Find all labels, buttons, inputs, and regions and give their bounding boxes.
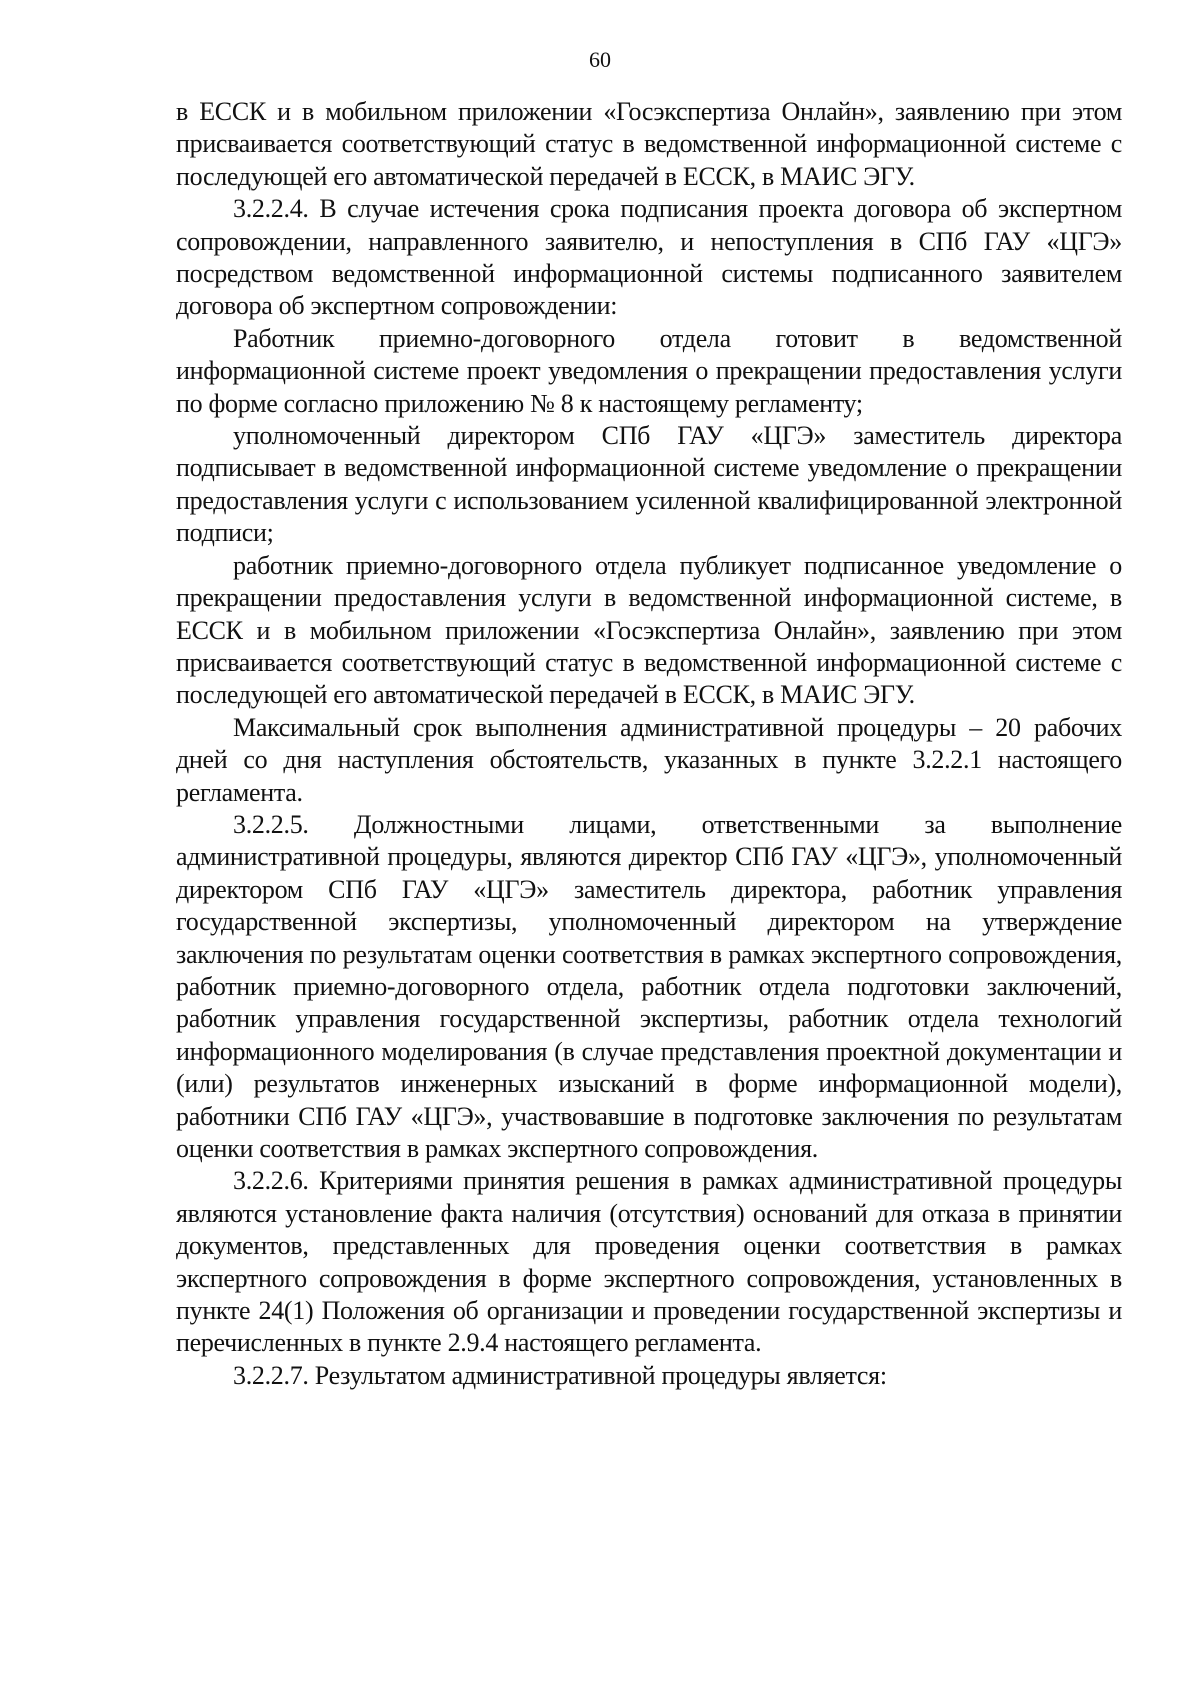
paragraph-6: Максимальный срок выполнения административной процедуры – 20 рабочих дней со дня наступления обстоятельств, указанных в пункте 3.2.2.1 настоящего регламента. bbox=[176, 712, 1122, 807]
paragraph-7: 3.2.2.5. Должностными лицами, ответственными за выполнение административной процедуры, являются директор СПб ГАУ «ЦГЭ», уполномоченный директором СПб ГАУ «ЦГЭ» заместитель директора, работник управления государственной экспертизы, уполномоченный директором на утверждение заключения по результатам оценки соответствия в рамках экспертного сопровождения, работник приемно-договорного отдела, работник отдела подготовки заключений, работник управления государственной экспертизы, работник отдела технологий информационного моделирования (в случае представления проектной документации и (или) результатов инженерных изысканий в форме информационной модели), работники СПб ГАУ «ЦГЭ», участвовавшие в подготовке заключения по результатам оценки соответствия в рамках экспертного сопровождения. bbox=[176, 809, 1122, 1163]
paragraph-1: в ЕССК и в мобильном приложении «Госэкспертиза Онлайн», заявлению при этом присваивается соответствующий статус в ведомственной информационной системе с последующей его автоматической передачей в ЕССК, в МАИС ЭГУ. bbox=[176, 97, 1122, 191]
paragraph-2: 3.2.2.4. В случае истечения срока подписания проекта договора об экспертном сопровождении, направленного заявителю, и непоступления в СПб ГАУ «ЦГЭ» посредством ведомственной информационной системы подписанного заявителем договора об экспертном сопровождении: bbox=[176, 194, 1122, 321]
document-body bbox=[176, 96, 1122, 1392]
paragraph-9: 3.2.2.7. Результатом административной процедуры является: bbox=[233, 1360, 887, 1390]
paragraph-5: работник приемно-договорного отдела публикует подписанное уведомление о прекращении предоставления услуги в ведомственной информационной системе, в ЕССК и в мобильном приложении «Госэкспертиза Онлайн», заявлению при этом присваивается соответствующий статус в ведомственной информационной системе с последующей его автоматической передачей в ЕССК, в МАИС ЭГУ. bbox=[176, 550, 1122, 710]
paragraph-8: 3.2.2.6. Критериями принятия решения в рамках административной процедуры являются установление факта наличия (отсутствия) оснований для отказа в принятии документов, представленных для проведения оценки соответствия в рамках экспертного сопровождения в форме экспертного сопровождения, установленных в пункте 24(1) Положения об организации и проведении государственной экспертизы и перечисленных в пункте 2.9.4 настоящего регламента. bbox=[176, 1166, 1122, 1358]
page-number: 60 bbox=[589, 47, 611, 72]
paragraph-3: Работник приемно-договорного отдела готовит в ведомственной информационной системе проект уведомления о прекращении предоставления услуги по форме согласно приложению № 8 к настоящему регламенту; bbox=[176, 323, 1122, 418]
paragraph-4: уполномоченный директором СПб ГАУ «ЦГЭ» заместитель директора подписывает в ведомственной информационной системе уведомление о прекращении предоставления услуги с использованием усиленной квалифицированной электронной подписи; bbox=[176, 421, 1122, 548]
